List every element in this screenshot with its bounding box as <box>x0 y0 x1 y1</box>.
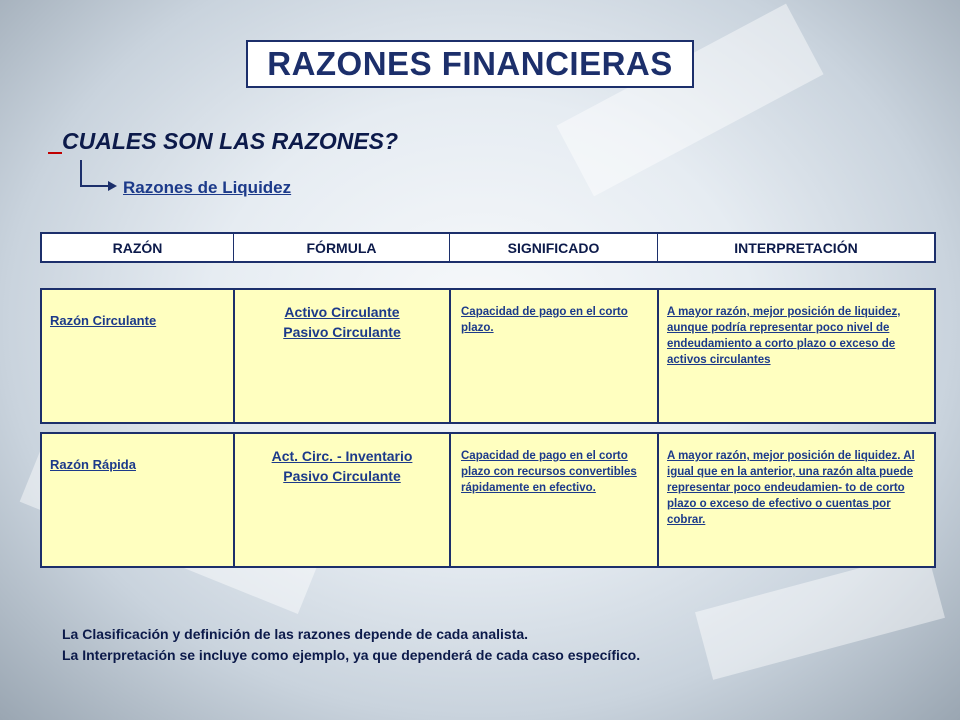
ratio-name-cell <box>42 290 233 422</box>
arrow-right-icon <box>108 181 117 191</box>
header-meaning: SIGNIFICADO <box>449 234 657 261</box>
interpretation-cell <box>657 434 934 566</box>
table-row <box>40 432 936 568</box>
formula-denominator[interactable]: Pasivo Circulante <box>283 324 401 340</box>
header-formula: FÓRMULA <box>233 234 449 261</box>
interpretation-cell <box>657 290 934 422</box>
ratio-name-link[interactable]: Razón Circulante <box>50 313 157 328</box>
formula-numerator[interactable]: Activo Circulante <box>284 304 400 320</box>
formula-cell <box>233 290 449 422</box>
formula-denominator[interactable]: Pasivo Circulante <box>283 468 401 484</box>
background-shard <box>695 550 945 680</box>
interpretation-text[interactable]: A mayor razón, mejor posición de liquidez. Al igual que en la anterior, una razón alta puede representar poco endeudamien- to de corto plazo o exceso de efectivo o cuentas por cobrar. <box>667 450 915 526</box>
background-shard <box>556 4 823 197</box>
footer-note-2: La Interpretación se incluye como ejemplo, ya que dependerá de cada caso específico. <box>62 647 641 663</box>
footer-note-1: La Clasificación y definición de las razones depende de cada analista. <box>62 626 529 642</box>
meaning-text[interactable]: Capacidad de pago en el corto plazo. <box>461 306 628 334</box>
ratio-name-cell <box>42 434 233 566</box>
formula-cell <box>233 434 449 566</box>
table-header <box>40 232 936 263</box>
formula-numerator[interactable]: Act. Circ. - Inventario <box>271 448 413 464</box>
subtitle-marker <box>48 152 62 154</box>
ratio-name-link[interactable]: Razón Rápida <box>50 457 136 472</box>
section-subtitle: CUALES SON LAS RAZONES? <box>62 128 399 154</box>
header-interpretation: INTERPRETACIÓN <box>657 234 934 261</box>
header-ratio: RAZÓN <box>112 239 163 256</box>
meaning-text[interactable]: Capacidad de pago en el corto plazo con recursos convertibles rápidamente en efectivo. <box>461 450 637 494</box>
liquidity-ratios-link[interactable]: Razones de Liquidez <box>123 178 292 197</box>
meaning-cell <box>449 434 657 566</box>
table-row <box>40 288 936 424</box>
meaning-cell <box>449 290 657 422</box>
connector-line <box>80 160 82 186</box>
interpretation-text[interactable]: A mayor razón, mejor posición de liquidez, aunque podría representar poco nivel de endeudamiento a corto plazo o exceso de activos circulantes <box>667 306 901 366</box>
connector-line <box>80 185 110 187</box>
footer-notes <box>62 624 640 666</box>
page-title: RAZONES FINANCIERAS <box>246 40 694 88</box>
